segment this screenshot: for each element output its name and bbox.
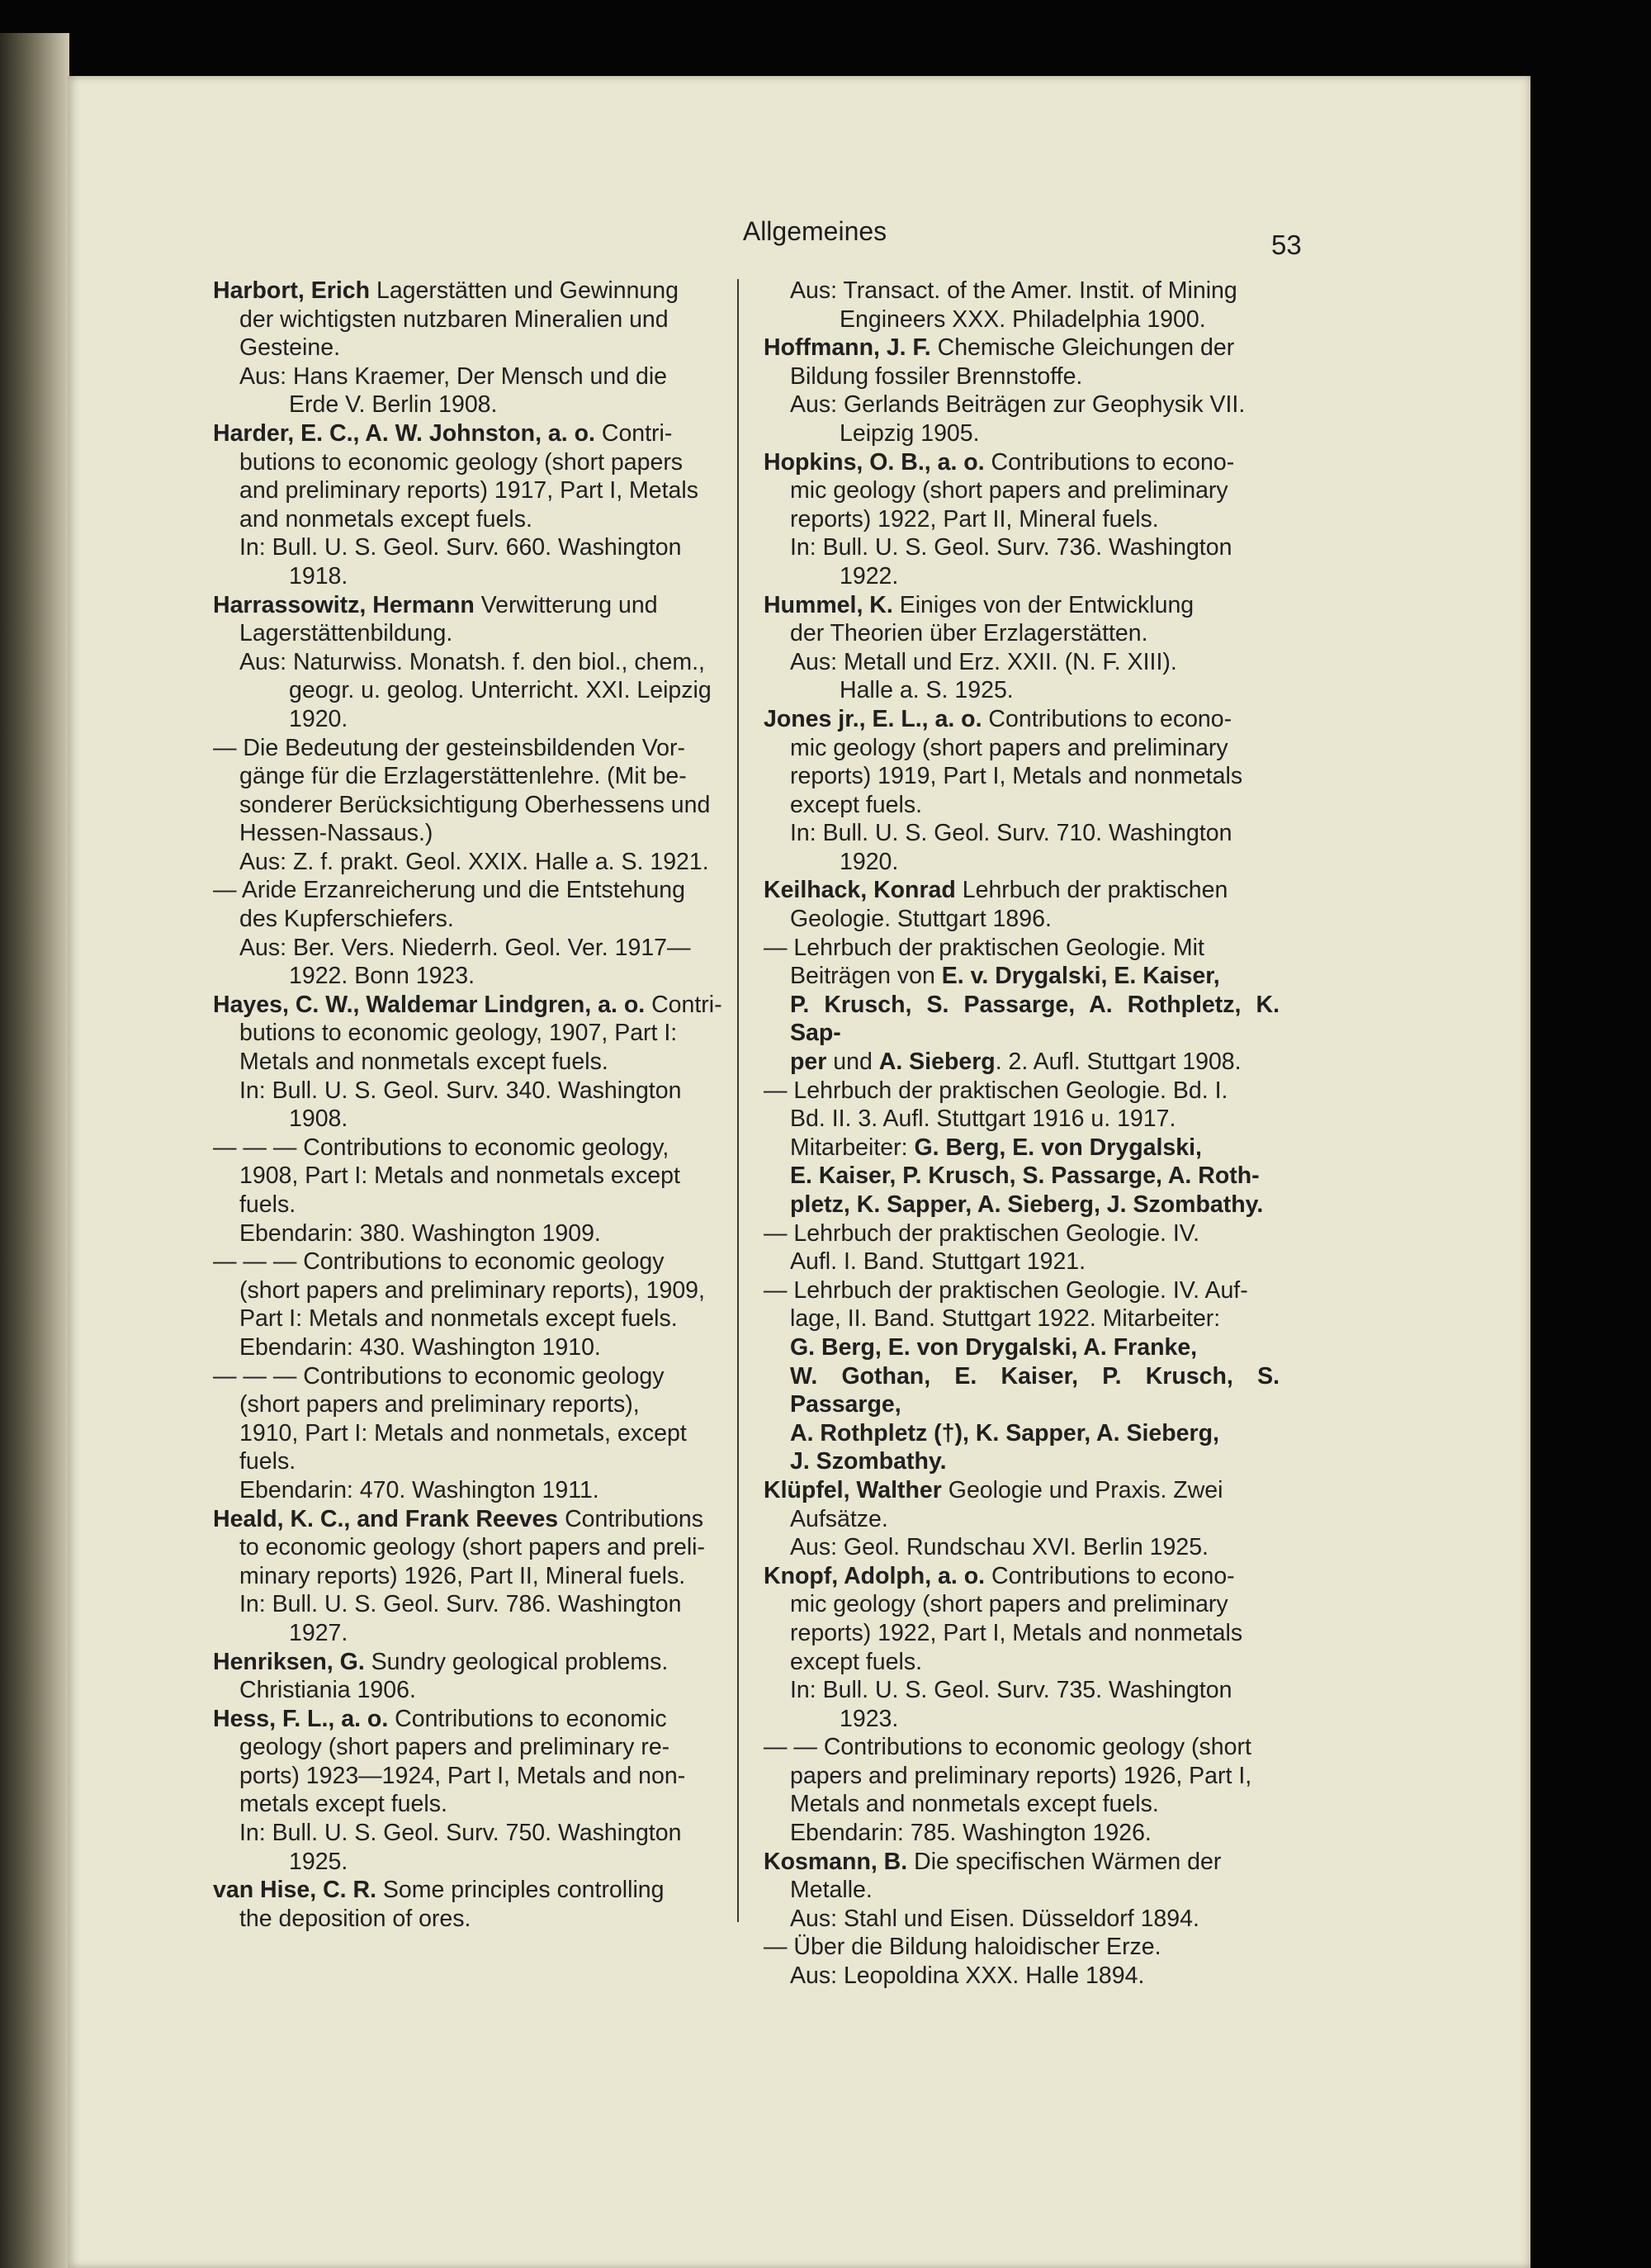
entry-source: Ebendarin: 785. Washington 1926. xyxy=(790,1820,1152,1847)
page-number: 53 xyxy=(1271,230,1302,260)
bibliography-entry: — — — Contributions to economic geology (short papers and preliminary reports), 1910, Part I: Metals and nonmetals, except fuels. Ebendarin: 470. Washington 1911. xyxy=(213,1362,729,1505)
bibliography-entry: Hummel, K. Einiges von der Entwicklung der Theorien über Erzlagerstätten. Aus: Metall und Erz. XXII. (N. F. XIII). Halle a. S. 1925. xyxy=(764,591,1280,705)
bibliography-entry: van Hise, C. R. Some principles controlling the deposition of ores. xyxy=(213,1877,665,1932)
entry-author: Kosmann, B. xyxy=(764,1848,908,1875)
entry-author: Hoffmann, J. F. xyxy=(764,334,931,362)
entry-author: Hess, F. L., a. o. xyxy=(213,1705,389,1732)
bibliography-entry: Klüpfel, Walther Geologie und Praxis. Zwei Aufsätze. Aus: Geol. Rundschau XVI. Berlin 1925. xyxy=(764,1476,1280,1562)
entry-source: In: Bull. U. S. Geol. Surv. 340. Washington 1908. xyxy=(239,1077,682,1133)
entry-source: In: Bull. U. S. Geol. Surv. 750. Washington 1925. xyxy=(239,1820,682,1875)
bibliography-entry: Henriksen, G. Sundry geological problems. Christiania 1906. xyxy=(213,1648,669,1704)
bibliography-entry: Hoffmann, J. F. Chemische Gleichungen der Bildung fossiler Brennstoffe. Aus: Gerlands Beiträgen zur Geophysik VII. Leipzig 1905. xyxy=(764,334,1280,447)
entry-source: In: Bull. U. S. Geol. Surv. 736. Washington 1922. xyxy=(790,534,1232,589)
right-column xyxy=(764,277,1280,1991)
bibliography-entry: Harbort, Erich Lagerstätten und Gewinnung der wichtigsten nutzbaren Mineralien und Gesteine. Aus: Hans Kraemer, Der Mensch und die Erde V. Berlin 1908. xyxy=(213,277,729,419)
bibliography-entry: — — — Contributions to economic geology, 1908, Part I: Metals and nonmetals except fuels. Ebendarin: 380. Washington 1909. xyxy=(213,1134,729,1248)
entry-source: Aus: Stahl und Eisen. Düsseldorf 1894. xyxy=(790,1905,1199,1932)
bibliography-entry: Keilhack, Konrad Lehrbuch der praktischen Geologie. Stuttgart 1896. xyxy=(764,877,1228,933)
entry-source: In: Bull. U. S. Geol. Surv. 786. Washington 1927. xyxy=(239,1591,682,1646)
entry-source: Aus: Hans Kraemer, Der Mensch und die Erde V. Berlin 1908. xyxy=(239,362,667,419)
entry-author: Jones jr., E. L., a. o. xyxy=(764,705,982,732)
entry-source: Aus: Geol. Rundschau XVI. Berlin 1925. xyxy=(790,1534,1209,1561)
entry-source: Aus: Ber. Vers. Niederrh. Geol. Ver. 1917— 1922. Bonn 1923. xyxy=(239,934,691,990)
bibliography-entry: — Über die Bildung haloidischer Erze. Aus: Leopoldina XXX. Halle 1894. xyxy=(764,1933,1280,1990)
entry-source: Aus: Gerlands Beiträgen zur Geophysik VII. Leipzig 1905. xyxy=(790,391,1246,447)
entry-source: In: Bull. U. S. Geol. Surv. 710. Washington 1920. xyxy=(790,820,1232,875)
entry-source: Aus: Metall und Erz. XXII. (N. F. XIII). Halle a. S. 1925. xyxy=(790,648,1177,704)
entry-source: Ebendarin: 430. Washington 1910. xyxy=(239,1333,601,1361)
bibliography-entry: — — Contributions to economic geology (short papers and preliminary reports) 1926, Part I, Metals and nonmetals except fuels. Ebendarin: 785. Washington 1926. xyxy=(764,1733,1280,1847)
column-divider xyxy=(737,279,739,1922)
entry-source: Ebendarin: 380. Washington 1909. xyxy=(239,1219,601,1247)
bibliography-entry: Hopkins, O. B., a. o. Contributions to econo- mic geology (short papers and preliminary reports) 1922, Part II, Mineral fuels. In: Bull. U. S. Geol. Surv. 736. Washington 1922. xyxy=(764,448,1280,591)
entry-source: Aus: Z. f. prakt. Geol. XXIX. Halle a. S. 1921. xyxy=(239,848,709,875)
left-column xyxy=(213,277,729,1933)
entry-author: Harder, E. C., A. W. Johnston, a. o. xyxy=(213,419,595,447)
entry-author: Harbort, Erich xyxy=(213,277,371,304)
entry-author: Klüpfel, Walther xyxy=(764,1476,942,1503)
bibliography-entry: Hess, F. L., a. o. Contributions to economic geology (short papers and preliminary re- ports) 1923—1924, Part I, Metals and non- metals except fuels. In: Bull. U. S. Geol. Surv. 750. Washington 1925. xyxy=(213,1705,729,1877)
entry-author: Harrassowitz, Hermann xyxy=(213,591,475,618)
entry-author: Knopf, Adolph, a. o. xyxy=(764,1562,986,1589)
entry-author: Hopkins, O. B., a. o. xyxy=(764,448,985,476)
entry-author: Hummel, K. xyxy=(764,591,893,618)
bibliography-entry: Kosmann, B. Die specifischen Wärmen der Metalle. Aus: Stahl und Eisen. Düsseldorf 1894. xyxy=(764,1848,1280,1934)
entry-author: van Hise, C. R. xyxy=(213,1877,376,1904)
bibliography-entry: — Lehrbuch der praktischen Geologie. IV. Aufl. I. Band. Stuttgart 1921. xyxy=(764,1219,1200,1276)
entry-source: In: Bull. U. S. Geol. Surv. 735. Washington 1923. xyxy=(790,1677,1232,1732)
bibliography-entry: — Aride Erzanreicherung und die Entstehung des Kupferschiefers. Aus: Ber. Vers. Niederrh. Geol. Ver. 1917— 1922. Bonn 1923. xyxy=(213,876,729,990)
bibliography-entry: Hayes, C. W., Waldemar Lindgren, a. o. Contri- butions to economic geology, 1907, Part I: Metals and nonmetals except fuels. In: Bull. U. S. Geol. Surv. 340. Washington 1908. xyxy=(213,991,729,1134)
bibliography-entry: Harder, E. C., A. W. Johnston, a. o. Contri- butions to economic geology (short papers and preliminary reports) 1917, Part I, Metals and nonmetals except fuels. In: Bull. U. S. Geol. Surv. 660. Washington 1918. xyxy=(213,419,729,591)
bibliography-entry: — — — Contributions to economic geology (short papers and preliminary reports), 1909, Part I: Metals and nonmetals except fuels. Ebendarin: 430. Washington 1910. xyxy=(213,1248,729,1361)
entry-author: Hayes, C. W., Waldemar Lindgren, a. o. xyxy=(213,991,646,1018)
bibliography-entry: — Lehrbuch der praktischen Geologie. Mit Beiträgen von E. v. Drygalski, E. Kaiser, P. Krusch, S. Passarge, A. Rothpletz, K. Sap- per und A. Sieberg. 2. Aufl. Stuttgart 1908. xyxy=(764,934,1280,1076)
bibliography-entry-continued xyxy=(764,277,1280,334)
entry-author: Keilhack, Konrad xyxy=(764,877,956,904)
entry-author: Heald, K. C., and Frank Reeves xyxy=(213,1505,559,1532)
bibliography-entry: Knopf, Adolph, a. o. Contributions to econo- mic geology (short papers and preliminary reports) 1922, Part I, Metals and nonmetals except fuels. In: Bull. U. S. Geol. Surv. 735. Washington 1923. xyxy=(764,1562,1280,1734)
entry-source: Ebendarin: 470. Washington 1911. xyxy=(239,1476,599,1503)
entry-source: Aus: Transact. of the Amer. Instit. of Mining Engineers XXX. Philadelphia 1900. xyxy=(790,277,1237,333)
entry-author: Henriksen, G. xyxy=(213,1648,365,1675)
entry-source: In: Bull. U. S. Geol. Surv. 660. Washington 1918. xyxy=(239,534,682,589)
bibliography-entry: Heald, K. C., and Frank Reeves Contributions to economic geology (short papers and preli- minary reports) 1926, Part II, Mineral fuels. In: Bull. U. S. Geol. Surv. 786. Washington 1927. xyxy=(213,1505,729,1648)
running-head: Allgemeines xyxy=(742,216,887,246)
bibliography-entry: — Lehrbuch der praktischen Geologie. Bd. I. Bd. II. 3. Aufl. Stuttgart 1916 u. 1917. Mitarbeiter: G. Berg, E. von Drygalski, E. Kaiser, P. Krusch, S. Passarge, A. Roth- pletz, K. Sapper, A. Sieberg, J. Szombathy. xyxy=(764,1077,1264,1218)
adjacent-page-edge xyxy=(0,33,69,2268)
bibliography-entry: Harrassowitz, Hermann Verwitterung und Lagerstättenbildung. Aus: Naturwiss. Monatsh. f. den biol., chem., geogr. u. geolog. Unterricht. XXI. Leipzig 1920. xyxy=(213,591,729,734)
entry-source: Aus: Leopoldina XXX. Halle 1894. xyxy=(790,1963,1145,1990)
entry-source: Aus: Naturwiss. Monatsh. f. den biol., chem., geogr. u. geolog. Unterricht. XXI. Leipzig 1920. xyxy=(239,648,712,732)
bibliography-entry: — Die Bedeutung der gesteinsbildenden Vor- gänge für die Erzlagerstättenlehre. (Mit be- sonderer Berücksichtigung Oberhessens und Hessen-Nassaus.) Aus: Z. f. prakt. Geol. XXIX. Halle a. S. 1921. xyxy=(213,734,729,877)
bibliography-entry: Jones jr., E. L., a. o. Contributions to econo- mic geology (short papers and preliminary reports) 1919, Part I, Metals and nonmetals except fuels. In: Bull. U. S. Geol. Surv. 710. Washington 1920. xyxy=(764,705,1280,877)
bibliography-entry: — Lehrbuch der praktischen Geologie. IV. Auf- lage, II. Band. Stuttgart 1922. Mitarbeiter: G. Berg, E. von Drygalski, A. Franke, W. Gothan, E. Kaiser, P. Krusch, S. Passarge, A. Rothpletz (†), K. Sapper, A. Sieberg, J. Szombathy. xyxy=(764,1276,1280,1475)
